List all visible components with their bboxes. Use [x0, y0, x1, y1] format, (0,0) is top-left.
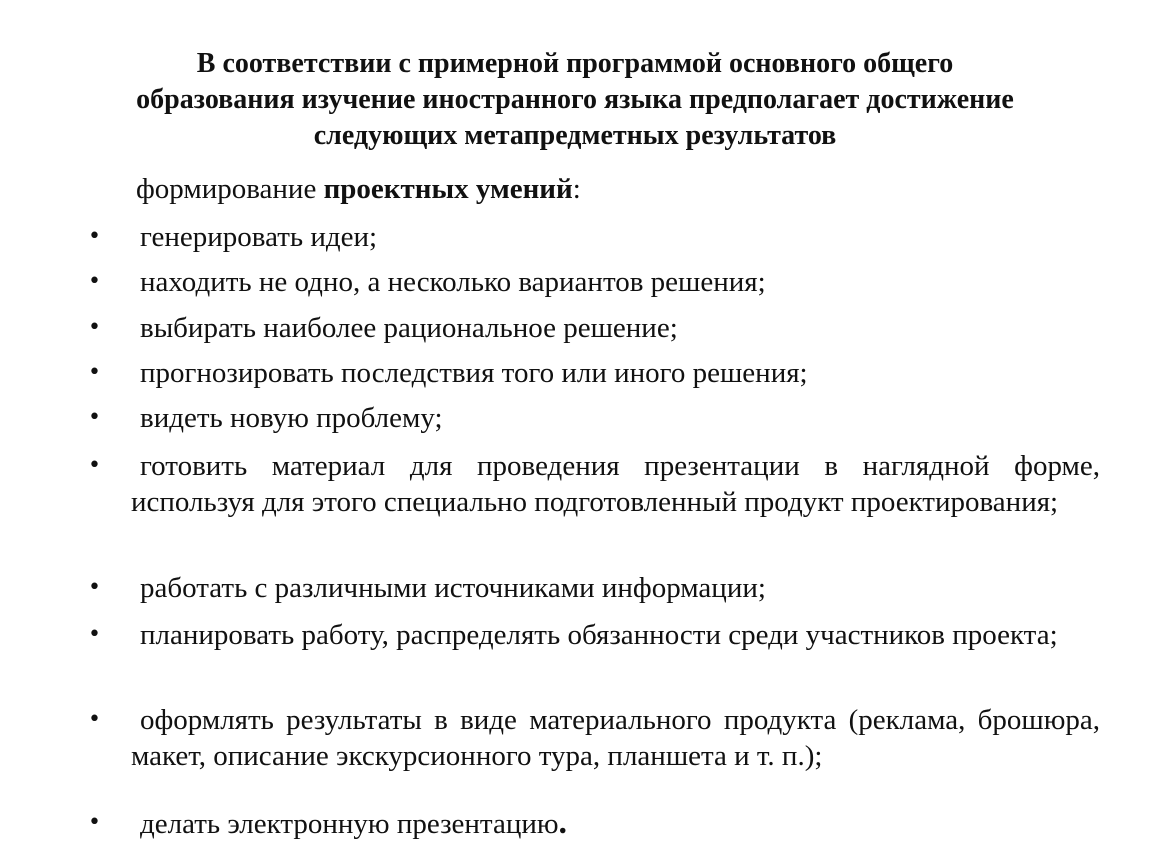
list-item-text: прогнозировать последствия того или иного решения;: [140, 357, 808, 389]
bullet-icon: •: [88, 810, 101, 835]
list-item-text: генерировать идеи;: [140, 221, 378, 253]
intro-line: [136, 171, 581, 207]
intro-bold: проектных умений: [323, 173, 573, 205]
list-item-text: находить не одно, а несколько вариантов решения;: [140, 266, 766, 298]
intro-prefix: формирование: [136, 173, 324, 205]
bullet-icon: •: [88, 224, 101, 249]
intro-suffix: :: [572, 173, 581, 205]
bullet-icon: •: [88, 575, 101, 600]
list-item-text: выбирать наиболее рациональное решение;: [140, 312, 678, 344]
bullet-icon: •: [88, 405, 101, 430]
slide-title: [40, 46, 1110, 154]
title-line-1: В соответствии с примерной программой основного общего: [196, 48, 954, 79]
final-period: .: [558, 804, 568, 841]
title-line-2: образования изучение иностранного языка предполагает достижение: [136, 84, 1014, 115]
bullet-icon: •: [88, 269, 101, 294]
list-item-text: планировать работу, распределять обязанности среди участников проекта;: [140, 619, 1058, 651]
list-item-text: делать электронную презентацию: [140, 808, 559, 840]
list-item-last: [140, 805, 1109, 842]
list-item-text: видеть новую проблему;: [140, 402, 443, 434]
list-item-text: оформлять результаты в виде материального продукта (реклама, брошюра, макет, описание экскурсионного тура, планшета и т. п.);: [131, 704, 1100, 772]
bullet-icon: •: [88, 360, 101, 385]
bullet-icon: •: [88, 315, 101, 340]
title-line-3: следующих метапредметных результатов: [313, 120, 837, 151]
bullet-icon: •: [88, 707, 101, 732]
list-item-text: работать с различными источниками информации;: [140, 572, 766, 604]
list-item-text: готовить материал для проведения презентации в наглядной форме, используя для этого специально подготовленный продукт проектирования;: [131, 450, 1100, 518]
bullet-icon: •: [88, 453, 101, 478]
bullet-icon: •: [88, 622, 101, 647]
